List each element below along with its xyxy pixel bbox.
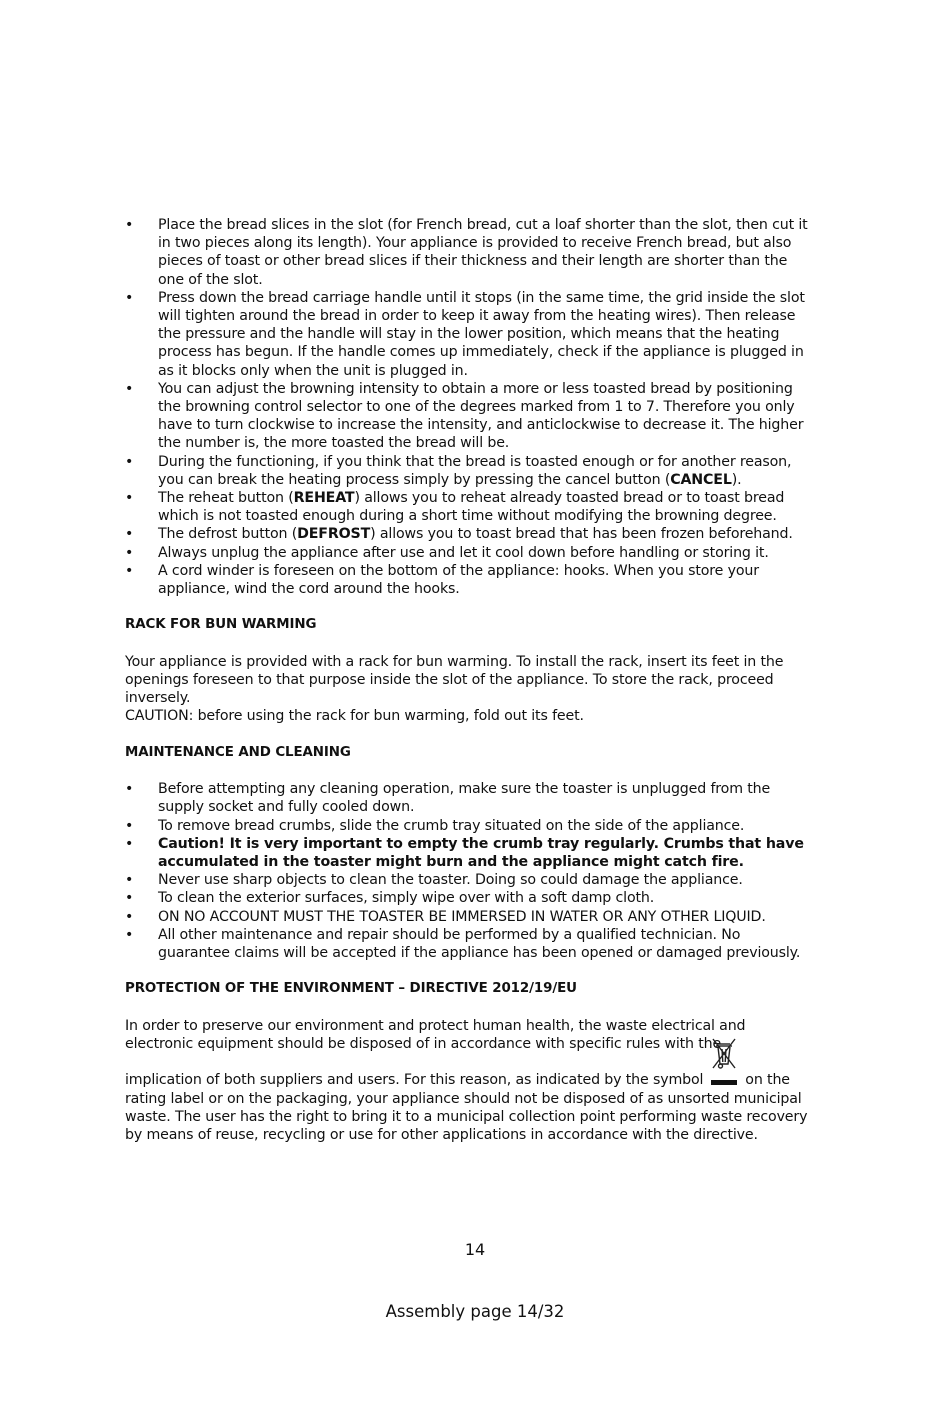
assembly-page-label: Assembly page 14/32 — [385, 1302, 565, 1321]
list-item — [125, 926, 815, 962]
list-item-text: Before attempting any cleaning operation, make sure the toaster is unplugged from the supply socket and fully cooled down. — [158, 781, 771, 816]
bullet-icon: • — [125, 890, 134, 907]
environment-text-after-symbol: on the rating label or on the packaging, your appliance should not be disposed of as unsorted municipal waste. The user has the right to bring it to a municipal collection point performing waste recovery by means of reuse, recycling or use for other applications in accordance with the directive. — [125, 1072, 808, 1144]
bullet-icon: • — [125, 217, 134, 233]
operation-instructions-list — [125, 216, 815, 598]
bold-text: REHEAT — [293, 490, 355, 507]
list-item — [125, 289, 815, 380]
rack-paragraph: Your appliance is provided with a rack for bun warming. To install the rack, insert its feet in the openings foreseen to that purpose inside the slot of the appliance. To store the rack, proceed inversely. — [125, 653, 784, 707]
crossed-out-wheelie-bin-icon — [709, 1071, 739, 1089]
bold-text: CANCEL — [670, 471, 732, 488]
list-item-text: You can adjust the browning intensity to obtain a more or less toasted bread by positioning the browning control selector to one of the degrees marked from 1 to 7. Therefore you only have to turn clockwise to increase the intensity, and anticlockwise to decrease it. The higher the number is, the more toasted the bread will be. — [158, 380, 804, 452]
bold-text: DEFROST — [297, 526, 371, 543]
crossed-out-wheelie-bin-icon-graphic — [709, 1035, 739, 1091]
list-item — [125, 889, 815, 907]
list-item-text: All other maintenance and repair should be performed by a qualified technician. No guarantee claims will be accepted if the appliance has been opened or damaged previously. — [158, 926, 801, 962]
list-item-text: To clean the exterior surfaces, simply wipe over with a soft damp cloth. — [158, 890, 655, 907]
list-item-text: Always unplug the appliance after use and let it cool down before handling or storing it. — [158, 544, 769, 561]
bullet-icon: • — [125, 453, 134, 470]
bullet-icon: • — [125, 926, 134, 943]
bullet-icon: • — [125, 817, 134, 834]
list-item — [125, 908, 815, 926]
list-item-text: ). — [731, 471, 742, 488]
maintenance-heading: MAINTENANCE AND CLEANING — [125, 744, 351, 760]
list-item — [125, 780, 815, 816]
bullet-icon: • — [125, 380, 134, 397]
list-item-text: During the functioning, if you think that the bread is toasted enough or for another reason, you can break the heating process simply by pressing the cancel button ( — [158, 453, 792, 488]
environment-heading: PROTECTION OF THE ENVIRONMENT – DIRECTIVE 2012/19/EU — [125, 981, 577, 997]
bullet-icon: • — [125, 526, 134, 543]
list-item — [125, 489, 815, 525]
bullet-icon: • — [125, 562, 134, 579]
environment-paragraph-1: In order to preserve our environment and protect human health, the waste electrical and electronic equipment should be disposed of in accordance with specific rules with the — [125, 1017, 746, 1053]
list-item — [125, 817, 815, 835]
environment-paragraph-2 — [125, 1071, 815, 1144]
bullet-icon: • — [125, 289, 134, 306]
list-item — [125, 835, 815, 871]
rack-caution: CAUTION: before using the rack for bun warming, fold out its feet. — [125, 708, 584, 725]
list-item — [125, 544, 815, 562]
bullet-icon: • — [125, 835, 134, 852]
list-item-text: Place the bread slices in the slot (for French bread, cut a loaf shorter than the slot, then cut it in two pieces along its length). Your appliance is provided to receive French bread, but also pieces of toast or other bread slices if their thickness and their length are shorter than the one of the slot. — [158, 217, 808, 288]
list-item — [125, 562, 815, 598]
rack-heading: RACK FOR BUN WARMING — [125, 617, 317, 633]
list-item — [125, 380, 815, 453]
bullet-icon: • — [125, 544, 134, 561]
bullet-icon: • — [125, 872, 134, 889]
bold-text: Caution! It is very important to empty the crumb tray regularly. Crumbs that have accumulated in the toaster might burn and the appliance might catch fire. — [158, 835, 804, 871]
bullet-icon: • — [125, 781, 134, 798]
list-item-text: Press down the bread carriage handle until it stops (in the same time, the grid inside the slot will tighten around the bread in order to keep it away from the heating wires). Then release the pressure and the handle will stay in the lower position, which means that the heating process has begun. If the handle comes up immediately, check if the appliance is plugged in as it blocks only when the unit is plugged in. — [158, 289, 805, 379]
list-item-text: The reheat button ( — [158, 490, 294, 507]
list-item — [125, 871, 815, 889]
bullet-icon: • — [125, 490, 134, 507]
list-item-text: ) allows you to reheat already toasted bread or to toast bread which is not toasted enough during a short time without modifying the browning degree. — [158, 490, 785, 525]
list-item — [125, 216, 815, 289]
list-item-text: The defrost button ( — [158, 526, 298, 543]
list-item — [125, 525, 815, 543]
environment-text-before-symbol: implication of both suppliers and users. For this reason, as indicated by the symbol — [125, 1072, 704, 1089]
bullet-icon: • — [125, 908, 134, 925]
list-item-text: ) allows you to toast bread that has been frozen beforehand. — [370, 526, 793, 543]
document-body — [125, 216, 815, 1144]
list-item-text: ON NO ACCOUNT MUST THE TOASTER BE IMMERSED IN WATER OR ANY OTHER LIQUID. — [158, 908, 766, 925]
list-item-text: A cord winder is foreseen on the bottom of the appliance: hooks. When you store your appliance, wind the cord around the hooks. — [158, 562, 759, 598]
list-item-text: To remove bread crumbs, slide the crumb tray situated on the side of the appliance. — [158, 817, 745, 834]
page-number: 14 — [464, 1240, 486, 1259]
list-item — [125, 453, 815, 489]
maintenance-list — [125, 780, 815, 962]
list-item-text: Never use sharp objects to clean the toaster. Doing so could damage the appliance. — [158, 872, 743, 889]
